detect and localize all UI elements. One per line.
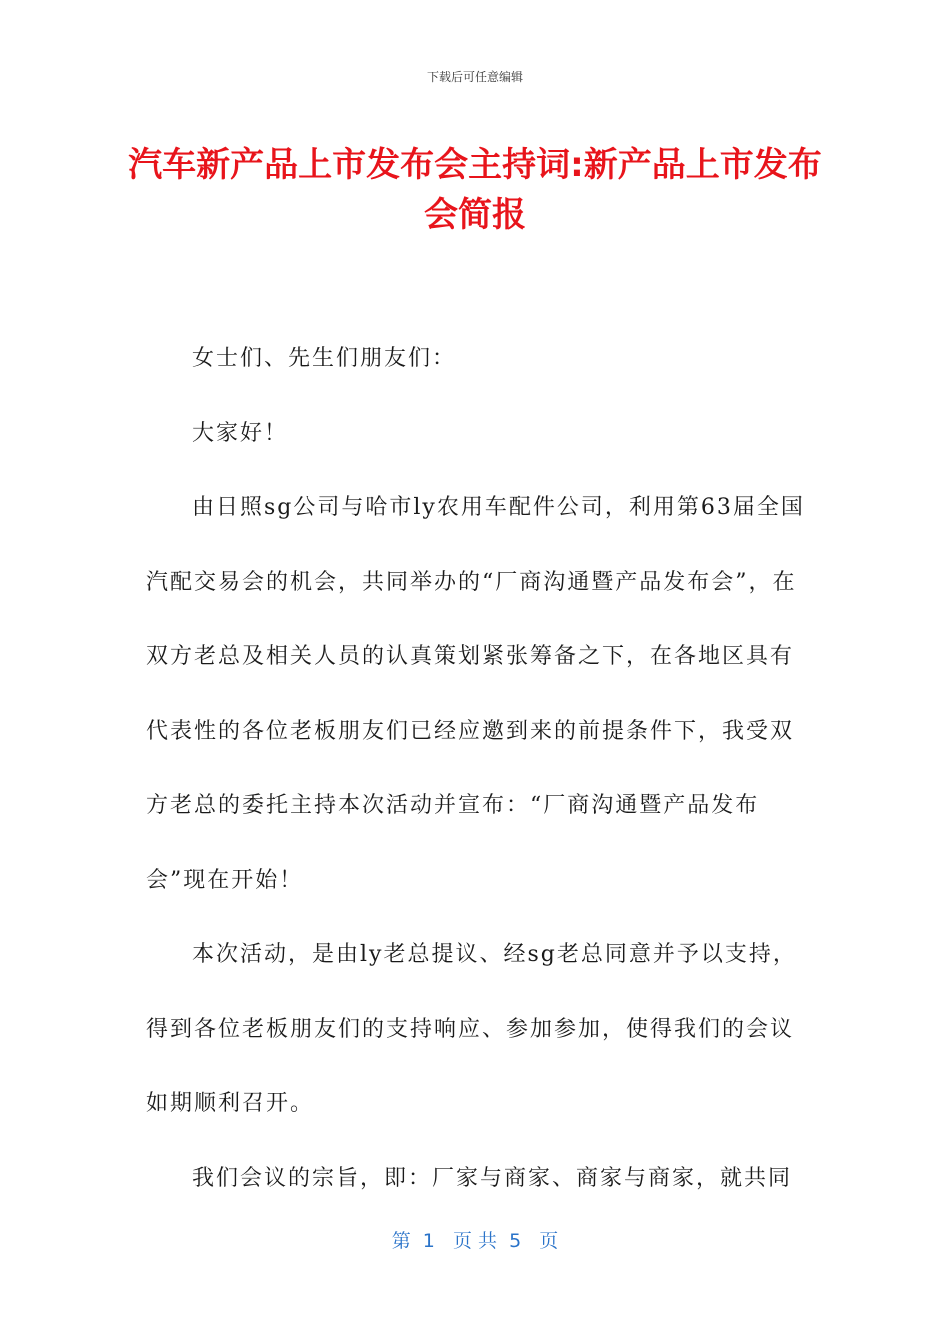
paragraph: 本次活动，是由ly老总提议、经sg老总同意并予以支持，得到各位老板朋友们的支持响应、参加参加，使得我们的会议如期顺利召开。: [146, 942, 797, 1116]
paragraph: 由日照sg公司与哈市ly农用车配件公司，利用第63届全国汽配交易会的机会，共同举办的“厂商沟通暨产品发布会”，在双方老总及相关人员的认真策划紧张筹备之下，在各地区具有代表性的各位老板朋友们已经应邀到来的前提条件下，我受双方老总的委托主持本次活动并宣布：“厂商沟通暨产品发布会”现在开始！: [146, 495, 805, 893]
paragraph: 我们会议的宗旨，即：厂家与商家、商家与商家，就共同: [192, 1165, 793, 1191]
paragraph: 女士们、先生们朋友们：: [192, 346, 457, 371]
document-title: 汽车新产品上市发布会主持词:新产品上市发布会简报: [128, 145, 822, 235]
paragraph: 大家好！: [192, 420, 289, 446]
document-body: [146, 322, 806, 1216]
header-note: 下载后可任意编辑: [426, 70, 523, 84]
page-number-footer: 第 1 页 共 5 页: [391, 1230, 559, 1252]
